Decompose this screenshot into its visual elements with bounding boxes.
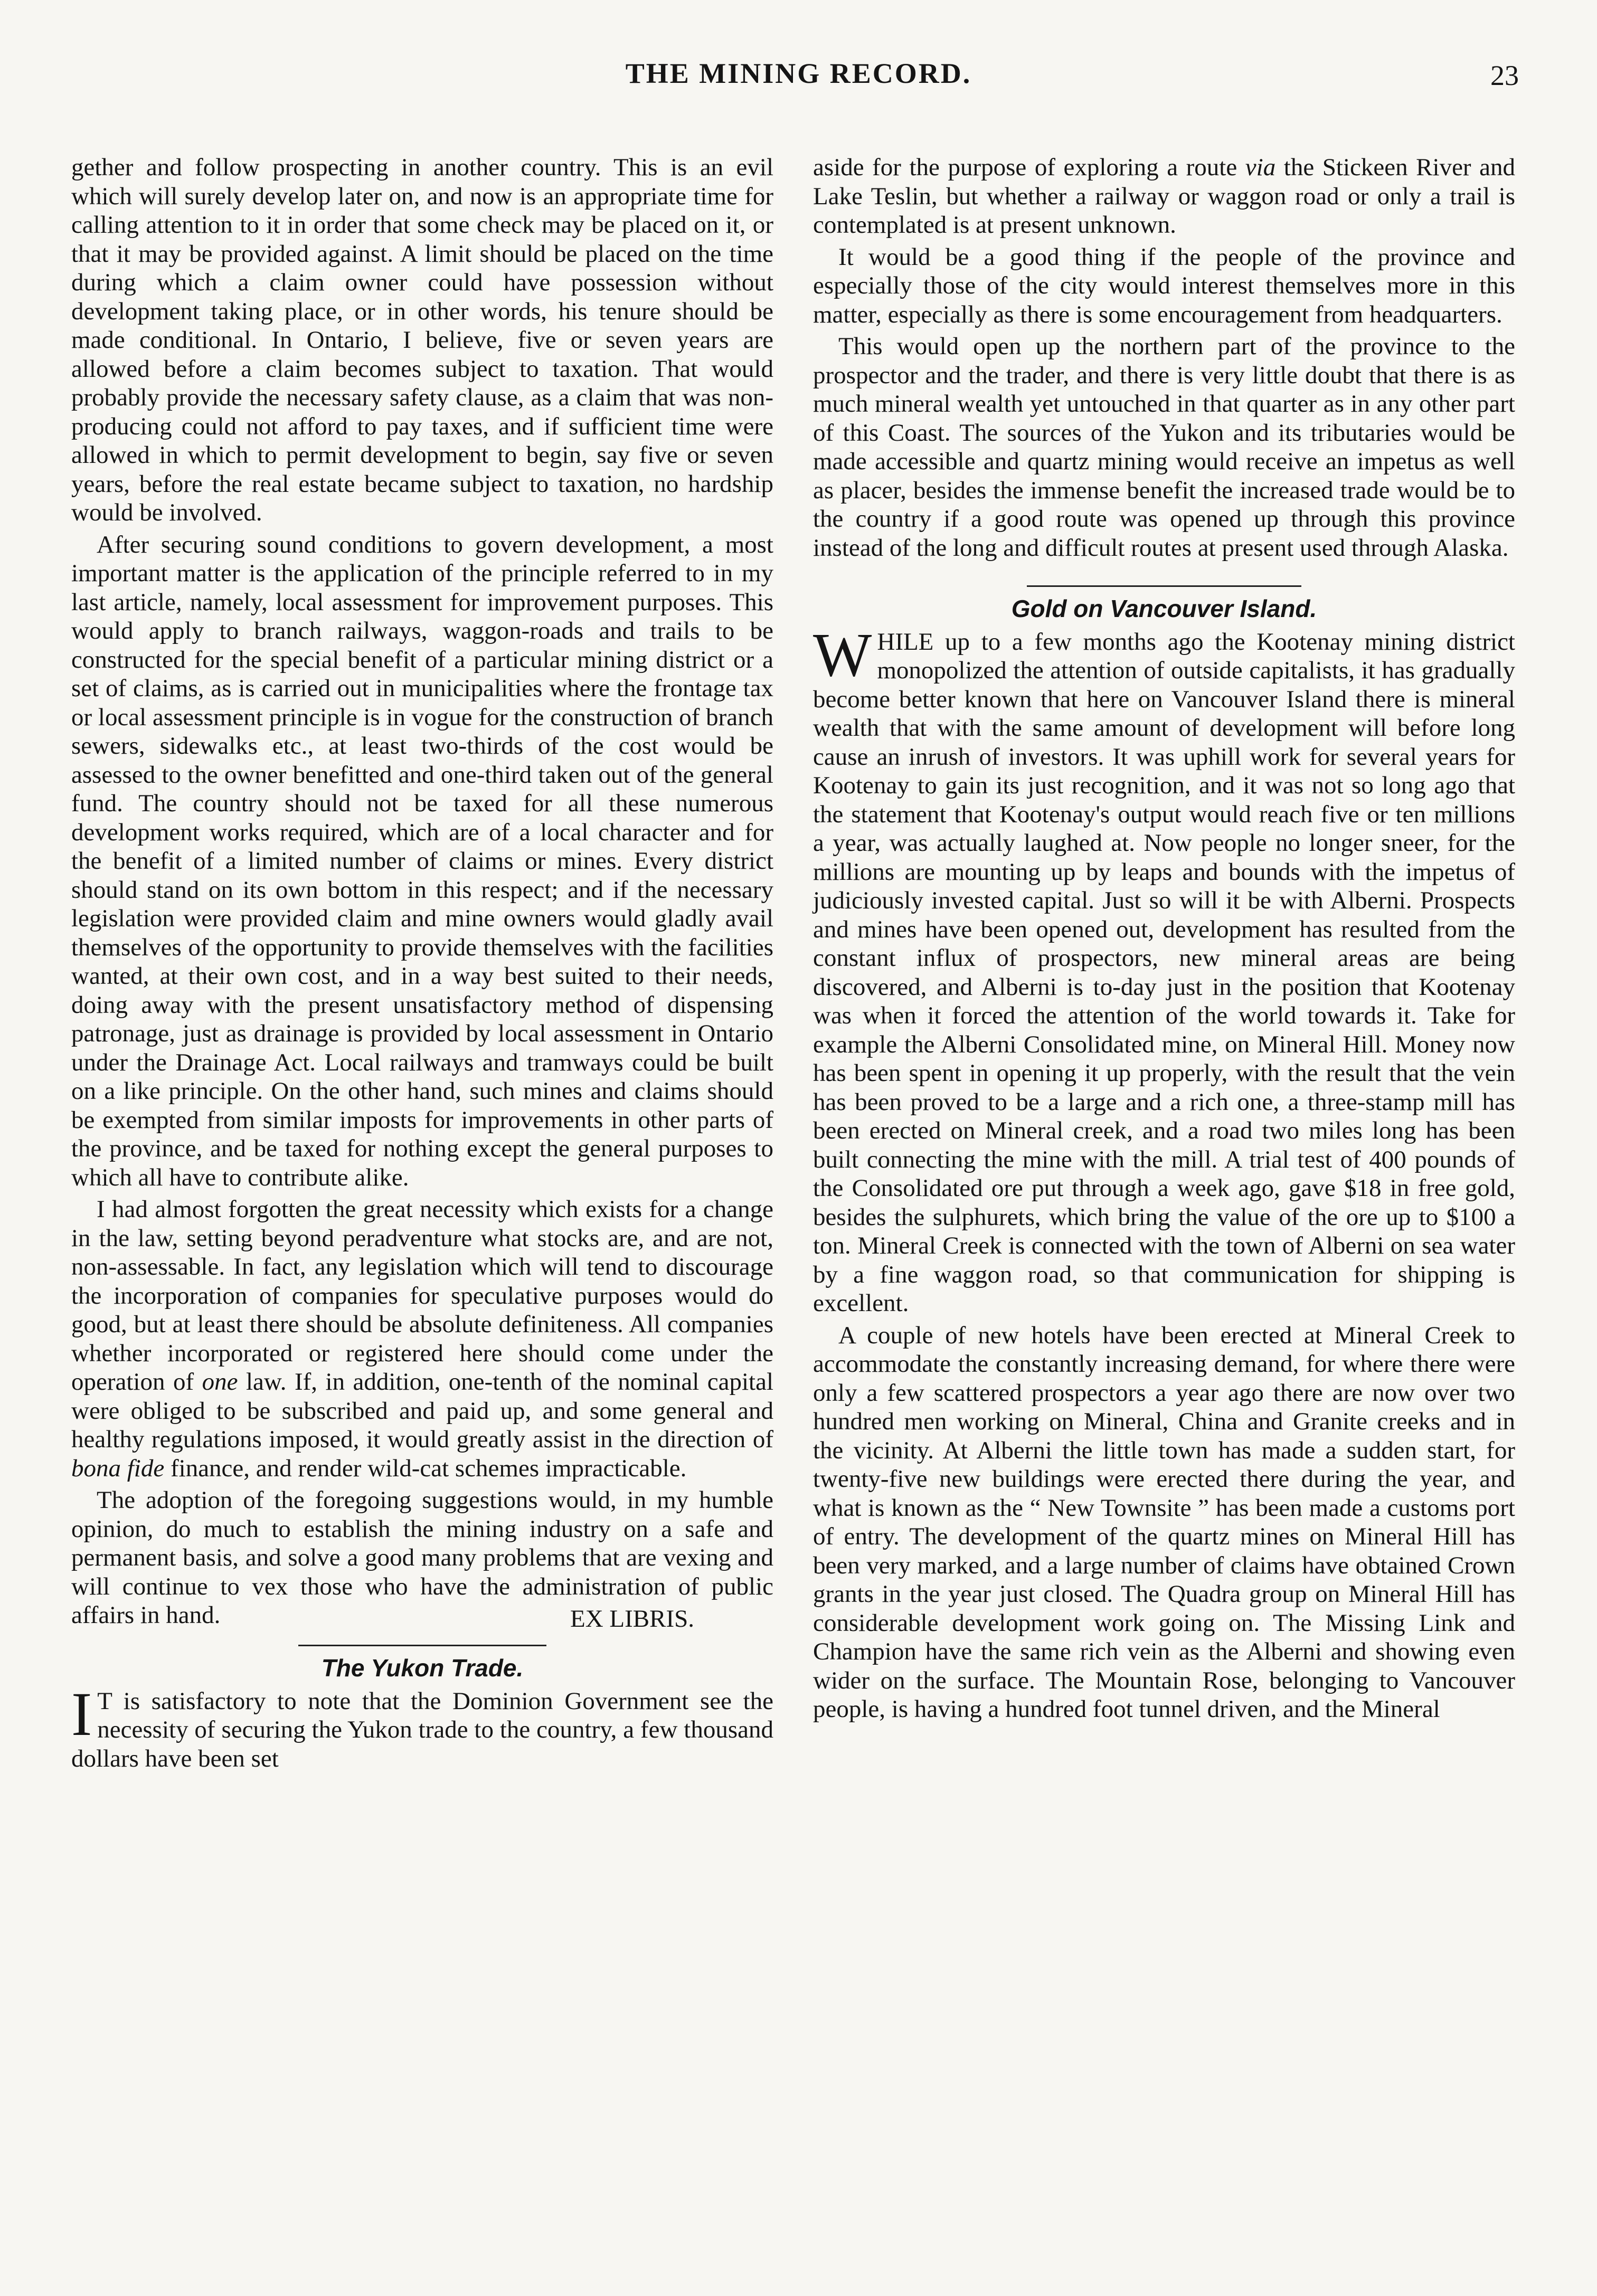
right-column [813,153,1515,1727]
paragraph-text: HILE up to a few months ago the Kootenay mining district monopolized the attention of outside capitalists, it has gradually become better known that here on Vancouver Island there is mineral wealth that with the same amount of development will before long cause an inrush of investors. It was uphill work for several years for Kootenay to gain its just recognition, and it was not so long ago that the statement that Kootenay's output would reach five or ten millions a year, was actually laughed at. Now people no longer sneer, for the millions are mounting up by leaps and bounds with the impetus of judiciously invested capital. Just so will it be with Alberni. Prospects and mines have been opened out, development has resulted from the constant influx of prospectors, new mineral areas are being discovered, and Alberni is to-day just in the position that Kootenay was when it forced the attention of the world towards it. Take for example the Alberni Consolidated mine, on Mineral Hill. Money now has been spent in opening it up properly, with the result that the vein has been proved to be a large and a rich one, a three-stamp mill has been erected on Mineral creek, and a road two miles long has been built connecting the mine with the mill. A trial test of 400 pounds of the Consolidated ore put through a week ago, gave $18 in free gold, besides the sulphurets, which bring the value of the ore up to $100 a ton. Mineral Creek is connected with the town of Alberni on sea water by a fine waggon road, so that communication for shipping is excellent. [813,628,1515,1317]
italic-word: via [1245,154,1276,181]
author-signoff: EX LIBRIS. [570,1605,694,1633]
paragraph-text: aside for the purpose of exploring a route [813,154,1237,181]
section-divider [1027,585,1301,587]
drop-cap: W [813,620,872,689]
italic-phrase: bona fide [71,1454,165,1482]
article-paragraph [71,1679,773,1773]
section-divider [298,1645,546,1646]
article-paragraph [71,1195,773,1483]
page-number: 23 [1490,60,1519,91]
paragraph-text: the Stickeen River and Lake Teslin, but whether a railway or waggon road or only a trail is contemplated is at present unknown. [813,154,1515,239]
italic-word: one [202,1368,238,1396]
article-paragraph: This would open up the northern part of the province to the prospector and the trader, and there is very little doubt that there is as much mineral wealth yet untouched in that quarter as in any other part of this Coast. The sources of the Yukon and its tributaries would be made accessible and quartz mining would receive an impetus as well as placer, besides the immense benefit the increased trade would be to the country if a good route was opened up through this province instead of the long and difficult routes at present used through Alaska. [813,333,1515,562]
article-paragraph: After securing sound conditions to govern development, a most important matter is the application of the principle referred to in my last article, namely, local assessment for improvement purposes. This would apply to branch railways, waggon-roads and trails to be constructed for the special benefit of a particular mining district or a set of claims, as is carried out in municipalities where the frontage tax or local assessment principle is in vogue for the construction of branch sewers, sidewalks etc., at least two-thirds of the cost would be assessed to the owner benefitted and one-third taken out of the general fund. The country should not be taxed for all these numerous development works required, which are of a local character and for the benefit of a limited number of claims or mines. Every district should stand on its own bottom in this respect; and if the necessary legislation were provided claim and mine owners would gladly avail themselves of the opportunity to provide themselves with the facilities wanted, at their own cost, and in a way best suited to their needs, doing away with the present unsatisfactory method of dispensing patronage, just as drainage is provided by local assessment in Ontario under the Drainage Act. Local railways and tramways could be built on a like principle. On the other hand, such mines and claims should be exempted from similar imposts for improvements in other parts of the province, and be taxed for nothing except the general purposes to which all have to contribute alike. [71,530,773,1191]
article-paragraph: A couple of new hotels have been erected at Mineral Creek to accommodate the constantly increasing demand, for where there were only a few scattered prospectors a year ago there are now over two hundred men working on Mineral, China and Granite creeks and in the vicinity. At Alberni the little town has made a sudden start, for twenty-five new buildings were erected there during the year, and what is known as the “ New Townsite ” has been made a customs port of entry. The development of the quartz mines on Mineral Hill has been very marked, and a large number of claims have obtained Crown grants in the year just closed. The Quadra group on Mineral Hill has considerable development work going on. The Missing Link and Champion have the same rich vein as the Alberni and showing even wider on the surface. The Mountain Rose, belonging to Vancouver people, is having a hundred foot tunnel driven, and the Mineral [813,1321,1515,1723]
running-title: THE MINING RECORD. [625,58,972,89]
paragraph-text: T is satisfactory to note that the Dominion Government see the necessity of securing the Yukon trade to the country, a few thousand dollars have been set [71,1687,773,1772]
article-paragraph [813,153,1515,240]
article-paragraph: The adoption of the foregoing suggestions would, in my humble opinion, do much to establish the mining industry on a safe and permanent basis, and solve a good many problems that are vexing and will continue to vex those who have the administration of public affairs in hand. [71,1486,773,1629]
left-column [71,153,773,1776]
paragraph-text: law. If, in addition, one-tenth of the nominal capital were obliged to be subscribed and paid up, and some general and healthy regulations imposed, it would greatly assist in the direction of [71,1368,774,1453]
section-heading-yukon: The Yukon Trade. [321,1654,524,1682]
article-paragraph: gether and follow prospecting in another country. This is an evil which will surely develop later on, and now is an appropriate time for calling attention to it in order that some check may be placed on it, or that it may be provided against. A limit should be placed on the time during which a claim owner could have possession without development taking place, or in other words, his tenure should be made conditional. In Ontario, I believe, five or seven years are allowed before a claim becomes subject to taxation. That would probably provide the necessary safety clause, as a claim that was non-producing could not afford to pay taxes, and if sufficient time were allowed in which to permit development to begin, say five or seven years, before the real estate became subject to taxation, no hardship would be involved. [71,154,773,526]
paragraph-text: finance, and render wild-cat schemes impracticable. [170,1454,687,1482]
article-paragraph: It would be a good thing if the people of the province and especially those of the city would interest themselves more in this matter, especially as there is some encouragement from headquarters. [813,243,1515,328]
article-paragraph [813,620,1515,1318]
drop-cap: I [71,1679,92,1749]
section-heading-gold: Gold on Vancouver Island. [1011,595,1317,622]
paragraph-text: I had almost forgotten the great necessity which exists for a change in the law, setting beyond peradventure what stocks are, and are not, non-assessable. In fact, any legislation which will tend to discourage the incorporation of companies for speculative purposes would do good, but at least there should be absolute definiteness. All companies whether incorporated or registered here should come under the operation of [71,1196,773,1396]
